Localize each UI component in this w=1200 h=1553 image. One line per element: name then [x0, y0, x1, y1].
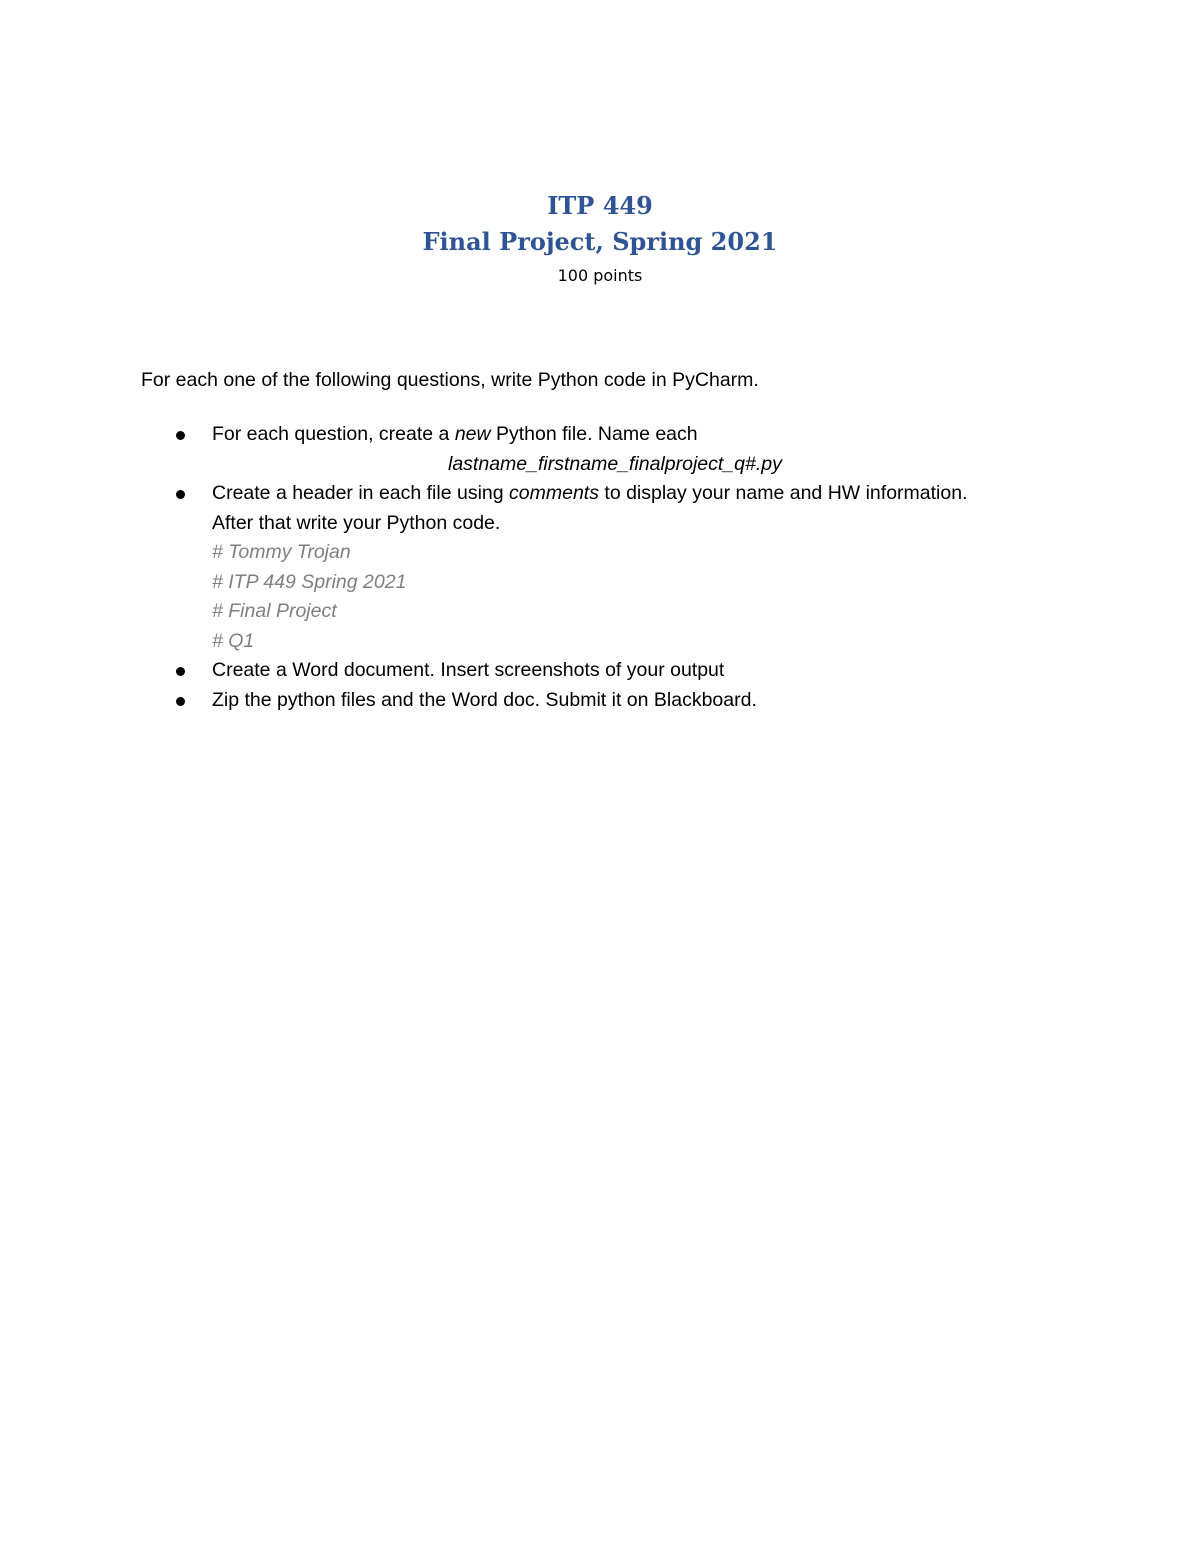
project-title: Final Project, Spring 2021	[422, 227, 778, 256]
intro-paragraph: For each one of the following questions, write Python code in PyCharm.	[141, 369, 759, 391]
bullet-text-pre: For each question, create a	[212, 423, 455, 445]
bullet-text-line2: After that write your Python code.	[212, 511, 501, 534]
bullet-text-post: Python file. Name each	[490, 423, 698, 445]
points-label: 100 points	[557, 266, 643, 285]
bullet-text-emphasis: comments	[509, 482, 599, 504]
comment-line-course: # ITP 449 Spring 2021	[212, 570, 407, 593]
instructions-list	[0, 420, 1200, 715]
bullet-text-pre: Create a header in each file using	[212, 482, 510, 504]
bullet-text-post: to display your name and HW information.	[598, 482, 968, 504]
list-item-word-doc	[0, 656, 1200, 686]
comment-line-project: # Final Project	[212, 600, 337, 622]
bullet-text: Create a Word document. Insert screenshots of your output	[212, 659, 725, 681]
bullet-icon	[176, 490, 185, 499]
bullet-text: Zip the python files and the Word doc. Submit it on Blackboard.	[212, 688, 757, 711]
comment-line-question: # Q1	[212, 629, 255, 652]
bullet-text-emphasis: new	[454, 423, 491, 445]
list-item-new-file	[0, 420, 1200, 479]
bullet-icon	[176, 697, 185, 706]
comment-line-name: # Tommy Trojan	[212, 541, 351, 563]
list-item-submit	[0, 686, 1200, 716]
filename-pattern: lastname_firstname_finalproject_q#.py	[448, 452, 782, 475]
course-title: ITP 449	[547, 191, 653, 220]
bullet-icon	[176, 667, 185, 676]
bullet-icon	[176, 431, 185, 440]
title-block	[0, 188, 1200, 292]
list-item-header-comments	[0, 479, 1200, 656]
